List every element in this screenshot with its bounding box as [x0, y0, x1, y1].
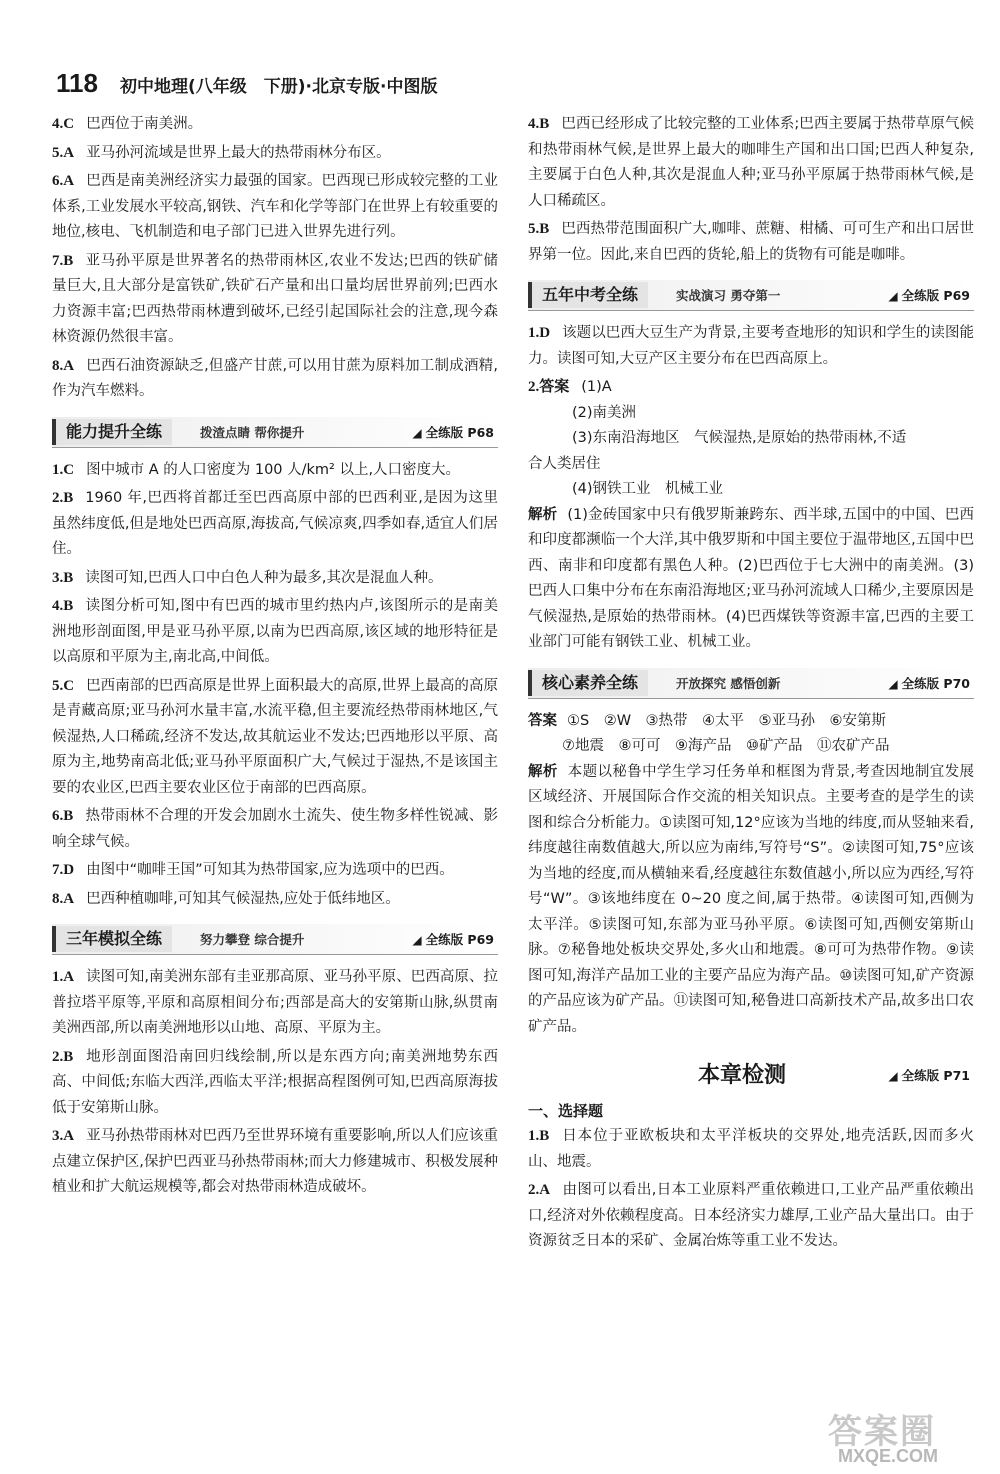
answer-text: 读图可知,巴西人口中白色人种为最多,其次是混血人种。: [85, 569, 443, 586]
answer-line: [528, 709, 974, 735]
section-tag: 核心素养全练: [528, 670, 648, 696]
answer-number: 1.C: [52, 461, 75, 478]
answer-text: 巴西已经形成了比较完整的工业体系;巴西主要属于热带草原气候和热带雨林气候,是世界上最大的咖啡生产国和出口国;巴西人种复杂,主要属于白色人种,其次是混血人种;亚马孙平原属于热带雨林气候,是人口稀疏区。: [528, 116, 974, 209]
send-arrow-icon: ◢: [888, 676, 898, 691]
answer-text: ①S ②W ③热带 ④太平 ⑤亚马孙 ⑥安第斯: [567, 712, 887, 729]
answer-text: 由图可以看出,日本工业原料严重依赖进口,工业产品严重依赖出口,经济对外依赖程度高。日本经济实力雄厚,工业产品大量出口。由于资源贫乏日本的采矿、金属冶炼等重工业不发达。: [528, 1182, 974, 1249]
answer-text: 该题以巴西大豆生产为背景,主要考查地形的知识和学生的读图能力。读图可知,大豆产区主要分布在巴西高原上。: [528, 325, 974, 367]
chapter-ref-text: 全练版 P71: [901, 1068, 970, 1083]
ability-list: [52, 458, 498, 913]
answer-label: 答案: [528, 712, 557, 729]
send-arrow-icon: ◢: [412, 425, 422, 440]
answer-text: 图中城市 A 的人口密度为 100 人/km² 以上,人口密度大。: [86, 461, 461, 478]
answer-number: 4.B: [52, 598, 74, 614]
answer-item: [52, 804, 498, 855]
book-title: 初中地理(八年级 下册)·北京专版·中图版: [120, 77, 438, 97]
right-column: [528, 112, 974, 1258]
answer-item: [52, 674, 498, 802]
analysis-text: (1)金砖国家中只有俄罗斯兼跨东、西半球,五国中的中国、巴西和印度都濒临一个大洋,其中俄罗斯和中国主要位于温带地区,五国中巴西、南非和印度都有黑色人种。(2)巴西位于七大洲中的南美洲。(3)巴西人口集中分布在东南沿海地区;亚马孙河流域人口稀少,主要原因是气候湿热,是原始的热带雨林。(4)巴西煤铁等资源丰富,巴西的主要工业部门可能有钢铁工业、机械工业。: [528, 506, 974, 650]
section-page-ref: [888, 674, 970, 692]
watermark: [828, 1404, 978, 1466]
answer-item: [52, 249, 498, 351]
section-page-ref: [412, 423, 494, 441]
chapter-test-list: [528, 1124, 974, 1255]
section-header-three-year: [52, 924, 498, 955]
answer-number: 5.A: [52, 144, 75, 161]
page-header: [40, 58, 970, 98]
analysis-paragraph: [528, 760, 974, 1041]
answer-text: 日本位于亚欧板块和太平洋板块的交界处,地壳活跃,因而多火山、地震。: [528, 1128, 974, 1170]
section-ref-text: 全练版 P69: [901, 288, 970, 303]
answer-number: 6.A: [52, 173, 75, 189]
answer-part: (1)A: [581, 379, 612, 395]
section-ref-text: 全练版 P69: [425, 932, 494, 947]
send-arrow-icon: ◢: [412, 933, 422, 947]
answer-number: 2.B: [52, 1048, 74, 1065]
answer-text: 亚马孙热带雨林对巴西乃至世界环境有重要影响,所以人们应该重点建立保护区,保护巴西亚马孙热带雨林;而大力修建城市、积极发展种植业和扩大航运规模等,都会对热带雨林造成破坏。: [52, 1128, 498, 1195]
answer-number: 2.答案: [528, 379, 570, 395]
sub-heading: 一、选择题: [528, 1102, 604, 1120]
answer-number: 8.A: [52, 890, 75, 907]
answer-text: 地形剖面图沿南回归线绘制,所以是东西方向;南美洲地势东西高、中间低;东临大西洋,西临太平洋;根据高程图例可知,巴西高原海拔低于安第斯山脉。: [52, 1048, 498, 1116]
answer-item: [528, 375, 974, 401]
section-tag: 能力提升全练: [52, 419, 172, 445]
chapter-title: 本章检测: [698, 1063, 787, 1088]
answer-text: 由图中“咖啡王国”可知其为热带国家,应为选项中的巴西。: [86, 862, 454, 878]
send-arrow-icon: ◢: [888, 289, 898, 303]
section-page-ref: [888, 286, 970, 304]
three-year-list: [52, 965, 498, 1201]
answer-text: 巴西南部的巴西高原是世界上面积最大的高原,世界上最高的高原是青藏高原;亚马孙河水量丰富,水流平稳,但主要流经热带雨林地区,气候湿热,人口稀疏,经济不发达,故其航运业不发达;巴西地形以平原、高原为主,地势南高北低;亚马孙平原面积广大,气候过于湿热,不是该国主要的农业区,巴西主要农业区位于南部的巴西高原。: [52, 677, 498, 796]
core-block: [528, 709, 974, 1041]
answer-text: 亚马孙河流域是世界上最大的热带雨林分布区。: [86, 144, 391, 161]
five-year-block: [528, 321, 974, 656]
section-slogan: 努力攀登 综合提升: [200, 932, 305, 947]
answer-item: [52, 112, 498, 138]
answer-item: [52, 169, 498, 246]
page-number: 118: [56, 68, 98, 98]
answer-item: [52, 858, 498, 884]
answer-text: 热带雨林不合理的开发会加剧水土流失、使生物多样性锐减、影响全球气候。: [52, 808, 498, 850]
answer-item: [528, 1124, 974, 1175]
section-header-core: [528, 668, 974, 699]
answer-number: 2.B: [52, 490, 74, 506]
answer-number: 4.B: [528, 116, 550, 132]
section-ref-text: 全练版 P68: [425, 424, 494, 440]
answer-number: 1.D: [528, 325, 551, 341]
answer-item: [52, 486, 498, 563]
analysis-paragraph: [528, 503, 974, 656]
right-intro-list: [528, 112, 974, 268]
answer-item: [52, 354, 498, 405]
answer-item: [52, 594, 498, 671]
section-tag: 三年模拟全练: [52, 926, 172, 952]
answer-number: 3.B: [52, 569, 74, 586]
answer-number: 1.A: [52, 969, 75, 985]
answer-item: [528, 217, 974, 268]
answer-item: [528, 1178, 974, 1255]
answer-number: 6.B: [52, 808, 74, 824]
answer-text: 亚马孙平原是世界著名的热带雨林区,农业不发达;巴西的铁矿储量巨大,且大部分是富铁矿,铁矿石产量和出口量均居世界前列;巴西水力资源丰富;巴西热带雨林遭到破坏,已经引起国际社会的注意,现今森林资源仍然很丰富。: [52, 252, 498, 345]
watermark-url: MXQE.COM: [838, 1446, 939, 1466]
answer-number: 1.B: [528, 1128, 550, 1144]
section-ref-text: 全练版 P70: [901, 675, 970, 691]
answer-item: [52, 141, 498, 167]
section-tag: 五年中考全练: [528, 282, 648, 308]
answer-item: [52, 887, 498, 913]
answer-text: 巴西位于南美洲。: [86, 116, 203, 132]
left-intro-list: [52, 112, 498, 405]
section-slogan: 实战演习 勇夺第一: [676, 288, 781, 303]
answer-text: 巴西石油资源缺乏,但盛产甘蔗,可以用甘蔗为原料加工制成酒精,作为汽车燃料。: [52, 357, 498, 399]
answer-text: 1960 年,巴西将首都迁至巴西高原中部的巴西利亚,是因为这里虽然纬度低,但是地处巴西高原,海拔高,气候凉爽,四季如春,适宜人们居住。: [52, 490, 498, 557]
answer-number: 5.C: [52, 677, 75, 694]
answer-number: 5.B: [528, 221, 550, 237]
watermark-logo: 答案圈: [828, 1412, 936, 1452]
answer-text: 读图可知,南美洲东部有圭亚那高原、亚马孙平原、巴西高原、拉普拉塔平原等,平原和高原相间分布;西部是高大的安第斯山脉,纵贯南美洲西部,所以南美洲地形以山地、高原、平原为主。: [52, 969, 498, 1036]
chapter-page-ref: [888, 1066, 970, 1084]
section-header-five-year: [528, 280, 974, 311]
section-slogan: 拨渣点睛 帮你提升: [200, 424, 305, 440]
answer-item: [52, 1124, 498, 1201]
section-slogan: 开放探究 感悟创新: [676, 675, 781, 691]
section-header-ability: [52, 417, 498, 448]
answer-part: (3)东南沿海地区 气候湿热,是原始的热带雨林,不适: [572, 430, 907, 446]
answer-item: [528, 321, 974, 372]
answer-part: (2)南美洲: [572, 404, 637, 421]
answer-item: [52, 1045, 498, 1122]
answer-item: [52, 566, 498, 592]
answer-text: 巴西种植咖啡,可知其气候湿热,应处于低纬地区。: [86, 890, 400, 907]
answer-number: 2.A: [528, 1182, 551, 1198]
analysis-text: 本题以秘鲁中学生学习任务单和框图为背景,考查因地制宜发展区域经济、开展国际合作交流的相关知识点。主要考查的是学生的读图和综合分析能力。①读图可知,12°应该为当地的纬度,而从竖轴来看,纬度越往南数值越大,所以应为南纬,写符号“S”。②读图可知,75°应该为当地的经度,而从横轴来看,经度越往东数值越小,所以应为西经,写符号“W”。③该地纬度在 0~20 度之间,属于热带。④读图可知,西侧为太平洋。⑤读图可知,东部为亚马孙平原。⑥读图可知,西侧安第斯山脉。⑦秘鲁地处板块交界处,多火山和地震。⑧可可为热带作物。⑨读图可知,海洋产品加工业的主要产品应为海产品。⑩读图可知,矿产资源的产品应该为矿产品。⑪读图可知,秘鲁进口高新技术产品,故多出口农矿产品。: [528, 763, 975, 1035]
answer-part: (4)钢铁工业 机械工业: [572, 481, 724, 497]
answer-text: 巴西是南美洲经济实力最强的国家。巴西现已形成较完整的工业体系,工业发展水平较高,钢铁、汽车和化学等部门在世界上有较重要的地位,核电、飞机制造和电子部门已进入世界先进行列。: [52, 173, 498, 240]
answer-item: [528, 112, 974, 214]
answer-number: 4.C: [52, 116, 75, 132]
answer-line: ⑦地震 ⑧可可 ⑨海产品 ⑩矿产品 ⑪农矿产品: [562, 738, 890, 754]
left-column: [52, 112, 498, 1204]
answer-text: 读图分析可知,图中有巴西的城市里约热内卢,该图所示的是南美洲地形剖面图,甲是亚马孙平原,以南为巴西高原,该区域的地形特征是以高原和平原为主,南北高,中间低。: [52, 598, 498, 665]
analysis-label: 解析: [528, 506, 558, 523]
answer-number: 7.B: [52, 252, 74, 269]
answer-text: 巴西热带范围面积广大,咖啡、蔗糖、柑橘、可可生产和出口居世界第一位。因此,来自巴西的货轮,船上的货物有可能是咖啡。: [528, 221, 974, 263]
chapter-test-header: [528, 1054, 974, 1094]
analysis-label: 解析: [528, 763, 558, 780]
answer-number: 7.D: [52, 862, 75, 878]
answer-part-continued: 合人类居住: [528, 455, 601, 472]
section-page-ref: [412, 930, 494, 948]
answer-item: [52, 965, 498, 1042]
answer-item: [52, 458, 498, 484]
send-arrow-icon: ◢: [888, 1069, 898, 1083]
answer-number: 3.A: [52, 1128, 75, 1144]
answer-number: 8.A: [52, 357, 75, 374]
